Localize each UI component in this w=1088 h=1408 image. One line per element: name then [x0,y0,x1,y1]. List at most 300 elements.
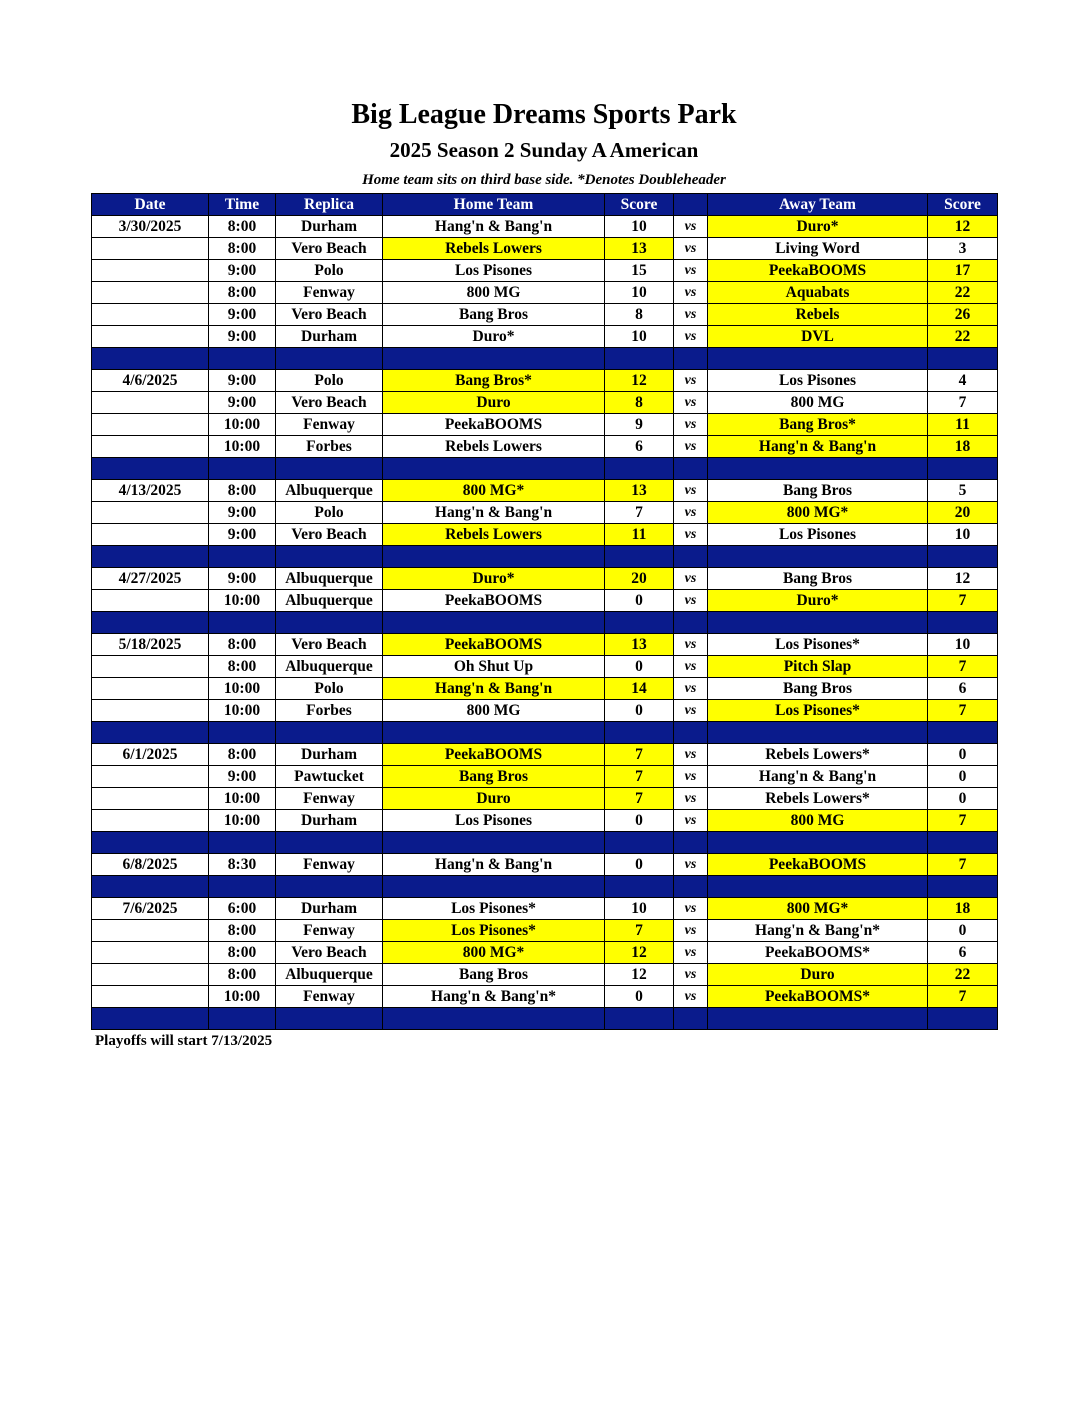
game-date [92,326,209,348]
away-score: 10 [928,634,998,656]
game-replica-field: Albuquerque [276,568,383,590]
separator-cell [708,832,928,854]
home-score: 7 [605,502,674,524]
game-date [92,986,209,1008]
separator-cell [276,832,383,854]
away-score: 18 [928,436,998,458]
home-score: 8 [605,304,674,326]
away-score: 7 [928,854,998,876]
home-score: 10 [605,216,674,238]
game-replica-field: Fenway [276,282,383,304]
vs-label: vs [674,304,708,326]
home-team: Hang'n & Bang'n* [383,986,605,1008]
separator-cell [383,1008,605,1030]
vs-label: vs [674,634,708,656]
vs-label: vs [674,766,708,788]
game-date [92,942,209,964]
away-score: 7 [928,392,998,414]
separator-cell [209,458,276,480]
game-date [92,700,209,722]
separator-cell [276,612,383,634]
game-time: 10:00 [209,810,276,832]
separator-cell [708,876,928,898]
game-replica-field: Durham [276,216,383,238]
game-date [92,260,209,282]
home-team: Hang'n & Bang'n [383,502,605,524]
away-score: 12 [928,216,998,238]
game-row [92,524,998,546]
separator-cell [708,348,928,370]
game-date: 4/13/2025 [92,480,209,502]
separator-cell [605,612,674,634]
separator-cell [92,458,209,480]
game-date [92,788,209,810]
game-row [92,502,998,524]
column-header-vs [674,194,708,216]
vs-label: vs [674,216,708,238]
game-time: 8:00 [209,656,276,678]
game-replica-field: Pawtucket [276,766,383,788]
home-score: 10 [605,898,674,920]
separator-cell [928,348,998,370]
away-score: 5 [928,480,998,502]
separator-cell [92,546,209,568]
home-team: 800 MG [383,282,605,304]
home-team: 800 MG* [383,480,605,502]
separator-cell [209,832,276,854]
separator-cell [92,1008,209,1030]
game-replica-field: Polo [276,260,383,282]
game-replica-field: Forbes [276,700,383,722]
game-date [92,590,209,612]
separator-cell [708,612,928,634]
vs-label: vs [674,392,708,414]
game-time: 10:00 [209,986,276,1008]
game-replica-field: Fenway [276,788,383,810]
game-time: 8:00 [209,238,276,260]
home-score: 6 [605,436,674,458]
away-team: PeekaBOOMS [708,854,928,876]
home-team: Duro [383,392,605,414]
game-time: 10:00 [209,590,276,612]
away-score: 7 [928,700,998,722]
game-replica-field: Albuquerque [276,590,383,612]
week-separator-row [92,612,998,634]
away-team: Rebels Lowers* [708,744,928,766]
page-title: Big League Dreams Sports Park [351,99,737,130]
game-date [92,304,209,326]
home-team: Duro [383,788,605,810]
home-team: Hang'n & Bang'n [383,678,605,700]
game-time: 8:00 [209,634,276,656]
game-date: 7/6/2025 [92,898,209,920]
away-team: Hang'n & Bang'n* [708,920,928,942]
separator-cell [708,546,928,568]
home-team: Rebels Lowers [383,524,605,546]
game-replica-field: Vero Beach [276,238,383,260]
separator-cell [928,1008,998,1030]
separator-cell [674,876,708,898]
game-row [92,238,998,260]
separator-cell [605,348,674,370]
home-score: 0 [605,700,674,722]
separator-cell [92,348,209,370]
separator-cell [209,546,276,568]
away-team: Los Pisones [708,370,928,392]
home-score: 13 [605,634,674,656]
game-replica-field: Polo [276,370,383,392]
vs-label: vs [674,986,708,1008]
separator-cell [674,348,708,370]
home-team: PeekaBOOMS [383,414,605,436]
separator-cell [383,612,605,634]
away-team: Aquabats [708,282,928,304]
home-team: Bang Bros [383,964,605,986]
game-date: 5/18/2025 [92,634,209,656]
away-score: 0 [928,788,998,810]
away-score: 10 [928,524,998,546]
game-time: 10:00 [209,788,276,810]
game-row [92,568,998,590]
vs-label: vs [674,678,708,700]
game-time: 8:00 [209,744,276,766]
home-score: 0 [605,810,674,832]
separator-cell [209,1008,276,1030]
game-row [92,788,998,810]
home-score: 8 [605,392,674,414]
home-score: 13 [605,238,674,260]
game-replica-field: Vero Beach [276,942,383,964]
separator-cell [276,546,383,568]
week-separator-row [92,348,998,370]
home-team: 800 MG* [383,942,605,964]
game-time: 9:00 [209,260,276,282]
away-score: 4 [928,370,998,392]
home-score: 7 [605,766,674,788]
vs-label: vs [674,568,708,590]
home-team: Bang Bros* [383,370,605,392]
vs-label: vs [674,480,708,502]
game-time: 8:00 [209,920,276,942]
away-team: 800 MG* [708,502,928,524]
home-team: PeekaBOOMS [383,590,605,612]
home-team: Oh Shut Up [383,656,605,678]
away-score: 0 [928,766,998,788]
vs-label: vs [674,238,708,260]
away-team: PeekaBOOMS* [708,986,928,1008]
away-team: Hang'n & Bang'n [708,766,928,788]
home-score: 12 [605,370,674,392]
separator-cell [605,458,674,480]
game-date [92,920,209,942]
vs-label: vs [674,942,708,964]
away-score: 7 [928,656,998,678]
home-score: 7 [605,920,674,942]
separator-cell [674,832,708,854]
game-replica-field: Polo [276,502,383,524]
home-team: Rebels Lowers [383,436,605,458]
vs-label: vs [674,854,708,876]
away-team: Rebels Lowers* [708,788,928,810]
away-team: Los Pisones* [708,700,928,722]
game-replica-field: Durham [276,898,383,920]
home-score: 14 [605,678,674,700]
away-score: 22 [928,282,998,304]
away-team: DVL [708,326,928,348]
game-replica-field: Albuquerque [276,656,383,678]
game-row [92,920,998,942]
game-date [92,964,209,986]
game-row [92,282,998,304]
game-date [92,392,209,414]
home-score: 12 [605,964,674,986]
away-score: 7 [928,590,998,612]
game-row [92,370,998,392]
away-team: Duro [708,964,928,986]
game-date [92,524,209,546]
column-header-home-team: Home Team [383,194,605,216]
game-row [92,700,998,722]
home-score: 20 [605,568,674,590]
home-score: 7 [605,744,674,766]
separator-cell [209,348,276,370]
away-team: Los Pisones* [708,634,928,656]
away-score: 7 [928,986,998,1008]
game-time: 10:00 [209,436,276,458]
schedule-body [92,216,998,1030]
separator-cell [276,1008,383,1030]
separator-cell [928,612,998,634]
game-row [92,326,998,348]
separator-cell [383,876,605,898]
week-separator-row [92,1008,998,1030]
game-time: 8:00 [209,480,276,502]
game-time: 8:00 [209,282,276,304]
week-separator-row [92,722,998,744]
away-score: 0 [928,920,998,942]
separator-cell [209,722,276,744]
game-time: 9:00 [209,502,276,524]
game-row [92,656,998,678]
away-team: PeekaBOOMS* [708,942,928,964]
separator-cell [928,546,998,568]
game-date [92,678,209,700]
schedule-table [91,193,998,1030]
vs-label: vs [674,260,708,282]
home-score: 10 [605,326,674,348]
away-score: 26 [928,304,998,326]
home-score: 12 [605,942,674,964]
separator-cell [708,1008,928,1030]
away-team: 800 MG [708,392,928,414]
vs-label: vs [674,326,708,348]
separator-cell [674,458,708,480]
separator-cell [605,876,674,898]
vs-label: vs [674,898,708,920]
home-team: Duro* [383,568,605,590]
game-replica-field: Polo [276,678,383,700]
away-team: PeekaBOOMS [708,260,928,282]
game-replica-field: Albuquerque [276,480,383,502]
game-time: 6:00 [209,898,276,920]
away-score: 6 [928,678,998,700]
vs-label: vs [674,282,708,304]
game-time: 9:00 [209,524,276,546]
game-time: 8:00 [209,964,276,986]
game-replica-field: Vero Beach [276,304,383,326]
vs-label: vs [674,964,708,986]
separator-cell [674,612,708,634]
home-team: Los Pisones [383,810,605,832]
game-replica-field: Vero Beach [276,634,383,656]
game-date [92,656,209,678]
away-score: 20 [928,502,998,524]
game-date [92,238,209,260]
home-score: 10 [605,282,674,304]
vs-label: vs [674,656,708,678]
separator-cell [928,876,998,898]
game-replica-field: Fenway [276,986,383,1008]
home-score: 0 [605,590,674,612]
game-row [92,810,998,832]
vs-label: vs [674,788,708,810]
separator-cell [605,722,674,744]
game-date: 4/27/2025 [92,568,209,590]
home-score: 9 [605,414,674,436]
game-time: 9:00 [209,568,276,590]
game-time: 10:00 [209,414,276,436]
away-score: 0 [928,744,998,766]
separator-cell [605,832,674,854]
separator-cell [209,612,276,634]
game-date: 6/8/2025 [92,854,209,876]
game-replica-field: Durham [276,326,383,348]
column-header-time: Time [209,194,276,216]
game-row [92,480,998,502]
home-team: Bang Bros [383,304,605,326]
game-date: 3/30/2025 [92,216,209,238]
vs-label: vs [674,700,708,722]
home-team: Los Pisones* [383,898,605,920]
vs-label: vs [674,920,708,942]
game-row [92,766,998,788]
separator-cell [708,458,928,480]
playoffs-note: Playoffs will start 7/13/2025 [95,1033,273,1049]
separator-cell [276,458,383,480]
home-team: PeekaBOOMS [383,634,605,656]
away-team: Hang'n & Bang'n [708,436,928,458]
home-team: Bang Bros [383,766,605,788]
separator-cell [383,458,605,480]
separator-cell [92,722,209,744]
vs-label: vs [674,524,708,546]
game-date [92,810,209,832]
separator-cell [92,832,209,854]
game-date [92,414,209,436]
home-team: Rebels Lowers [383,238,605,260]
week-separator-row [92,876,998,898]
separator-cell [276,348,383,370]
separator-cell [674,722,708,744]
week-separator-row [92,546,998,568]
game-date [92,282,209,304]
home-team: Los Pisones* [383,920,605,942]
week-separator-row [92,458,998,480]
vs-label: vs [674,414,708,436]
game-time: 9:00 [209,370,276,392]
home-score: 11 [605,524,674,546]
vs-label: vs [674,436,708,458]
game-time: 10:00 [209,700,276,722]
page-subtitle: 2025 Season 2 Sunday A American [389,138,699,162]
home-team: Hang'n & Bang'n [383,216,605,238]
game-replica-field: Durham [276,744,383,766]
separator-cell [383,722,605,744]
separator-cell [276,722,383,744]
away-team: Duro* [708,216,928,238]
away-team: 800 MG [708,810,928,832]
game-replica-field: Fenway [276,414,383,436]
home-score: 7 [605,788,674,810]
home-score: 13 [605,480,674,502]
separator-cell [928,722,998,744]
home-team: 800 MG [383,700,605,722]
home-team: Los Pisones [383,260,605,282]
away-team: Rebels [708,304,928,326]
away-team: Bang Bros [708,678,928,700]
home-team: PeekaBOOMS [383,744,605,766]
separator-cell [605,546,674,568]
away-team: Pitch Slap [708,656,928,678]
away-team: Los Pisones [708,524,928,546]
separator-cell [674,546,708,568]
game-row [92,216,998,238]
game-replica-field: Albuquerque [276,964,383,986]
schedule-note: Home team sits on third base side. *Denotes Doubleheader [362,172,726,188]
game-replica-field: Vero Beach [276,392,383,414]
away-team: Bang Bros* [708,414,928,436]
game-row [92,392,998,414]
away-score: 11 [928,414,998,436]
game-replica-field: Vero Beach [276,524,383,546]
game-row [92,304,998,326]
separator-cell [928,832,998,854]
vs-label: vs [674,810,708,832]
game-time: 9:00 [209,392,276,414]
home-score: 0 [605,656,674,678]
home-score: 15 [605,260,674,282]
away-score: 22 [928,964,998,986]
game-row [92,854,998,876]
away-score: 18 [928,898,998,920]
away-team: Bang Bros [708,568,928,590]
separator-cell [383,832,605,854]
separator-cell [92,612,209,634]
game-row [92,898,998,920]
game-time: 10:00 [209,678,276,700]
separator-cell [674,1008,708,1030]
game-row [92,436,998,458]
away-team: 800 MG* [708,898,928,920]
vs-label: vs [674,590,708,612]
game-time: 8:00 [209,216,276,238]
home-score: 0 [605,854,674,876]
game-row [92,964,998,986]
away-team: Bang Bros [708,480,928,502]
separator-cell [928,458,998,480]
separator-cell [383,546,605,568]
game-replica-field: Durham [276,810,383,832]
